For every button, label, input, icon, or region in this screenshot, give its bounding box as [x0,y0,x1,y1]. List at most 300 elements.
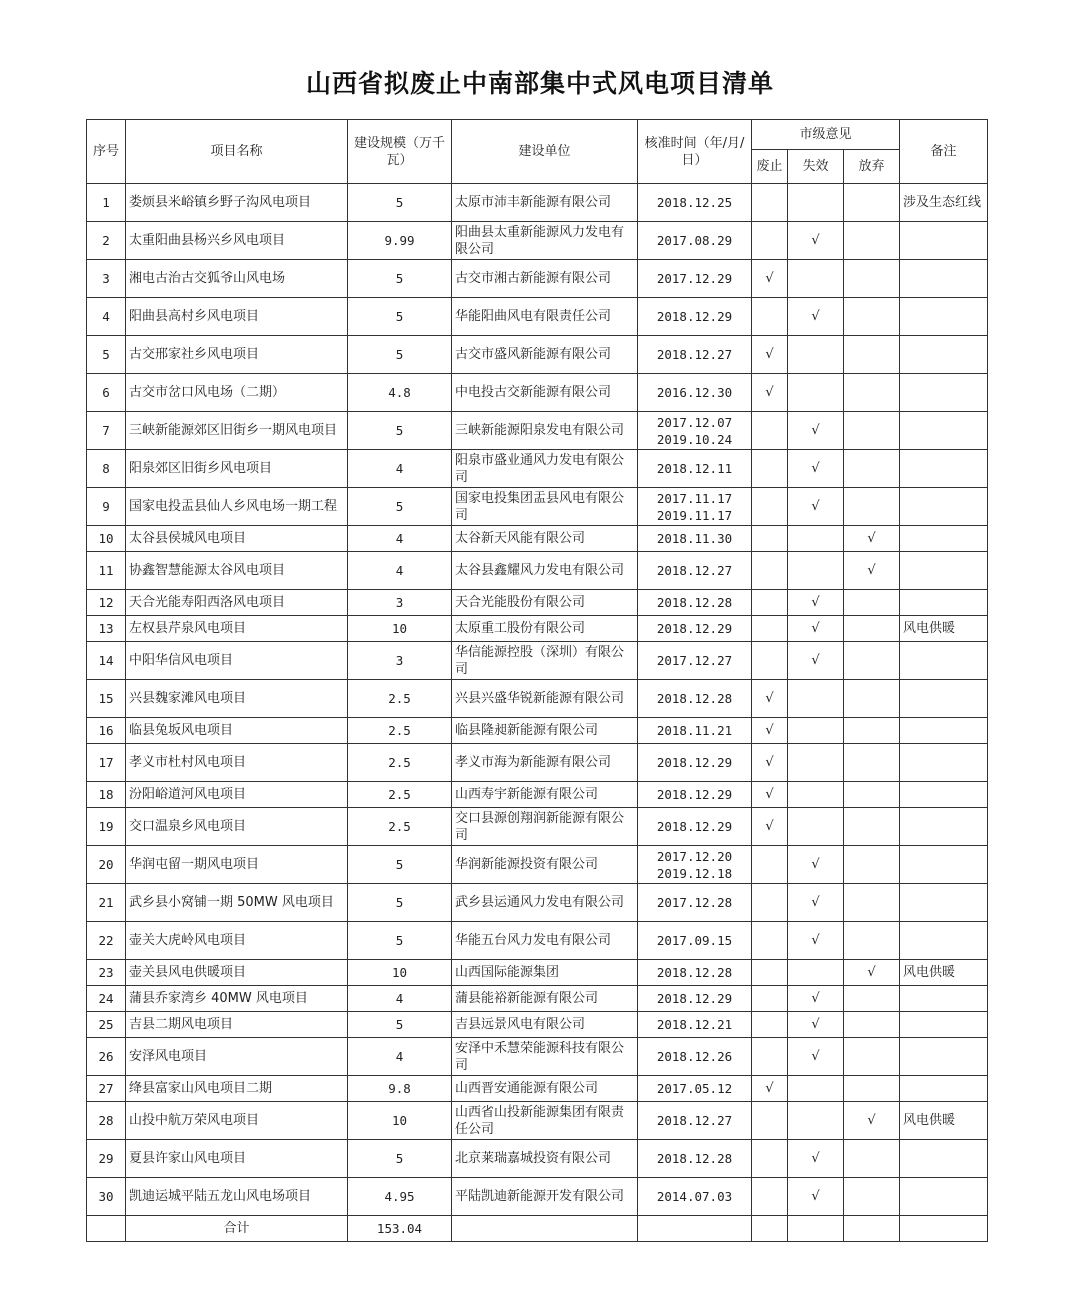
row-approval-time: 2017.12.29 [638,260,752,298]
table-row [87,616,988,642]
row-abolish-check [752,922,788,960]
row-seq: 29 [87,1140,126,1178]
header-expired: 失效 [788,150,844,184]
row-project-name: 壶关县风电供暖项目 [126,960,348,986]
row-seq: 21 [87,884,126,922]
table-row [87,1038,988,1076]
total-row [87,1216,988,1242]
row-expired-check: √ [788,1038,844,1076]
row-expired-check [788,184,844,222]
row-project-name: 蒲县乔家湾乡 40MW 风电项目 [126,986,348,1012]
page-title: 山西省拟废止中南部集中式风电项目清单 [305,69,774,98]
table-row [87,1178,988,1216]
row-expired-check: √ [788,616,844,642]
row-unit: 北京莱瑞嘉城投资有限公司 [452,1140,638,1178]
row-seq: 28 [87,1102,126,1140]
row-expired-check [788,782,844,808]
row-unit: 太谷新天风能有限公司 [452,526,638,552]
row-approval-time: 2017.12.27 [638,642,752,680]
row-remark [900,1038,988,1076]
row-expired-check: √ [788,922,844,960]
table-row [87,1012,988,1038]
row-approval-time: 2018.12.29 [638,808,752,846]
row-expired-check [788,744,844,782]
row-abandon-check [844,986,900,1012]
row-seq: 27 [87,1076,126,1102]
header-seq: 序号 [87,120,126,184]
row-abandon-check [844,450,900,488]
row-expired-check: √ [788,1140,844,1178]
row-expired-check [788,960,844,986]
total-value: 153.04 [348,1216,452,1242]
row-abandon-check [844,222,900,260]
row-seq: 25 [87,1012,126,1038]
row-abolish-check: √ [752,374,788,412]
row-seq: 30 [87,1178,126,1216]
row-seq: 18 [87,782,126,808]
row-unit: 阳曲县太重新能源风力发电有限公司 [452,222,638,260]
row-seq: 1 [87,184,126,222]
row-remark: 风电供暖 [900,1102,988,1140]
row-abolish-check [752,450,788,488]
table-row [87,552,988,590]
row-remark: 涉及生态红线 [900,184,988,222]
row-scale: 4.8 [348,374,452,412]
row-seq: 5 [87,336,126,374]
row-approval-time: 2017.12.20 2019.12.18 [638,846,752,884]
row-remark [900,744,988,782]
row-project-name: 绛县富家山风电项目二期 [126,1076,348,1102]
row-unit: 国家电投集团盂县风电有限公司 [452,488,638,526]
row-scale: 4 [348,526,452,552]
row-abandon-check [844,1012,900,1038]
row-abandon-check [844,1140,900,1178]
row-seq: 22 [87,922,126,960]
row-abandon-check [844,884,900,922]
header-remark: 备注 [900,120,988,184]
row-abolish-check [752,412,788,450]
row-approval-time: 2018.12.26 [638,1038,752,1076]
row-seq: 3 [87,260,126,298]
row-abandon-check [844,922,900,960]
row-unit: 太原市沛丰新能源有限公司 [452,184,638,222]
table-row [87,1102,988,1140]
row-abolish-check [752,642,788,680]
row-remark [900,260,988,298]
row-project-name: 临县兔坂风电项目 [126,718,348,744]
row-expired-check: √ [788,222,844,260]
header-abandon: 放弃 [844,150,900,184]
row-seq: 26 [87,1038,126,1076]
row-remark [900,336,988,374]
row-scale: 5 [348,1012,452,1038]
row-project-name: 汾阳峪道河风电项目 [126,782,348,808]
header-project-name: 项目名称 [126,120,348,184]
row-unit: 临县隆昶新能源有限公司 [452,718,638,744]
total-label: 合计 [126,1216,348,1242]
table-row [87,336,988,374]
row-abandon-check [844,184,900,222]
row-expired-check: √ [788,986,844,1012]
row-project-name: 太谷县侯城风电项目 [126,526,348,552]
row-abolish-check [752,488,788,526]
row-remark [900,884,988,922]
row-project-name: 交口温泉乡风电项目 [126,808,348,846]
row-abandon-check [844,680,900,718]
header-unit: 建设单位 [452,120,638,184]
row-unit: 阳泉市盛业通风力发电有限公司 [452,450,638,488]
row-abandon-check [844,1178,900,1216]
row-project-name: 孝义市杜村风电项目 [126,744,348,782]
row-abolish-check: √ [752,808,788,846]
row-scale: 10 [348,616,452,642]
table-row [87,590,988,616]
row-approval-time: 2018.12.29 [638,744,752,782]
row-seq: 20 [87,846,126,884]
row-remark [900,986,988,1012]
table-row [87,718,988,744]
table-row [87,960,988,986]
row-abolish-check: √ [752,260,788,298]
table-row [87,412,988,450]
row-unit: 兴县兴盛华锐新能源有限公司 [452,680,638,718]
row-scale: 5 [348,412,452,450]
row-project-name: 中阳华信风电项目 [126,642,348,680]
table-row [87,260,988,298]
row-project-name: 天合光能寿阳西洛风电项目 [126,590,348,616]
row-abolish-check [752,846,788,884]
row-seq: 17 [87,744,126,782]
row-abolish-check [752,590,788,616]
row-unit: 吉县远景风电有限公司 [452,1012,638,1038]
row-remark [900,846,988,884]
row-abolish-check: √ [752,782,788,808]
row-approval-time: 2017.12.28 [638,884,752,922]
row-abolish-check [752,298,788,336]
row-approval-time: 2018.12.28 [638,1140,752,1178]
row-scale: 5 [348,488,452,526]
row-abandon-check [844,642,900,680]
row-abolish-check [752,616,788,642]
row-scale: 4 [348,450,452,488]
row-scale: 5 [348,336,452,374]
row-scale: 2.5 [348,782,452,808]
row-abandon-check [844,590,900,616]
row-seq: 8 [87,450,126,488]
row-project-name: 安泽风电项目 [126,1038,348,1076]
row-scale: 10 [348,1102,452,1140]
row-remark [900,552,988,590]
row-approval-time: 2014.07.03 [638,1178,752,1216]
row-project-name: 夏县许家山风电项目 [126,1140,348,1178]
row-approval-time: 2018.12.27 [638,552,752,590]
row-project-name: 凯迪运城平陆五龙山风电场项目 [126,1178,348,1216]
row-approval-time: 2018.12.29 [638,298,752,336]
row-project-name: 娄烦县米峪镇乡野子沟风电项目 [126,184,348,222]
row-remark [900,298,988,336]
row-project-name: 左权县芹泉风电项目 [126,616,348,642]
row-seq: 15 [87,680,126,718]
row-abolish-check [752,1038,788,1076]
header-city-opinion: 市级意见 [752,120,900,150]
table-row [87,782,988,808]
row-project-name: 太重阳曲县杨兴乡风电项目 [126,222,348,260]
row-remark [900,222,988,260]
row-scale: 5 [348,922,452,960]
row-seq: 10 [87,526,126,552]
row-abolish-check: √ [752,680,788,718]
row-expired-check: √ [788,1012,844,1038]
table-row [87,922,988,960]
table-row [87,184,988,222]
row-project-name: 国家电投盂县仙人乡风电场一期工程 [126,488,348,526]
table-row [87,986,988,1012]
row-remark [900,590,988,616]
row-approval-time: 2018.12.28 [638,590,752,616]
row-project-name: 武乡县小窝铺一期 50MW 风电项目 [126,884,348,922]
project-table [86,119,988,1242]
row-unit: 华能五台风力发电有限公司 [452,922,638,960]
row-abandon-check [844,298,900,336]
row-seq: 19 [87,808,126,846]
row-approval-time: 2018.12.25 [638,184,752,222]
row-abandon-check: √ [844,1102,900,1140]
row-abolish-check [752,526,788,552]
header-abolish: 废止 [752,150,788,184]
row-scale: 9.8 [348,1076,452,1102]
row-abandon-check [844,616,900,642]
table-row [87,222,988,260]
row-approval-time: 2018.12.27 [638,1102,752,1140]
row-unit: 平陆凯迪新能源开发有限公司 [452,1178,638,1216]
row-abandon-check [844,260,900,298]
row-expired-check [788,374,844,412]
row-scale: 4 [348,986,452,1012]
row-project-name: 古交邢家社乡风电项目 [126,336,348,374]
row-remark [900,374,988,412]
row-remark [900,1140,988,1178]
row-project-name: 华润屯留一期风电项目 [126,846,348,884]
row-expired-check [788,336,844,374]
row-approval-time: 2017.12.07 2019.10.24 [638,412,752,450]
row-abandon-check [844,744,900,782]
row-project-name: 三峡新能源郊区旧街乡一期风电项目 [126,412,348,450]
table-row [87,808,988,846]
row-seq: 11 [87,552,126,590]
row-unit: 太谷县鑫耀风力发电有限公司 [452,552,638,590]
row-approval-time: 2017.05.12 [638,1076,752,1102]
row-expired-check [788,1102,844,1140]
table-row [87,884,988,922]
row-expired-check [788,808,844,846]
table-row [87,846,988,884]
row-scale: 4.95 [348,1178,452,1216]
row-abandon-check: √ [844,526,900,552]
row-seq: 13 [87,616,126,642]
row-scale: 3 [348,642,452,680]
row-expired-check: √ [788,1178,844,1216]
row-approval-time: 2018.12.29 [638,782,752,808]
row-expired-check: √ [788,590,844,616]
row-project-name: 兴县魏家滩风电项目 [126,680,348,718]
row-seq: 2 [87,222,126,260]
row-seq: 7 [87,412,126,450]
table-row [87,526,988,552]
table-row [87,744,988,782]
row-expired-check [788,552,844,590]
row-remark [900,922,988,960]
row-approval-time: 2018.11.30 [638,526,752,552]
row-expired-check: √ [788,298,844,336]
row-unit: 武乡县运通风力发电有限公司 [452,884,638,922]
row-project-name: 壶关大虎岭风电项目 [126,922,348,960]
row-approval-time: 2017.09.15 [638,922,752,960]
row-scale: 2.5 [348,680,452,718]
table-row [87,642,988,680]
row-remark [900,680,988,718]
row-scale: 2.5 [348,808,452,846]
row-abolish-check [752,884,788,922]
row-scale: 5 [348,884,452,922]
row-remark: 风电供暖 [900,616,988,642]
row-abolish-check: √ [752,744,788,782]
row-abandon-check [844,782,900,808]
row-unit: 太原重工股份有限公司 [452,616,638,642]
row-project-name: 湘电古治古交狐爷山风电场 [126,260,348,298]
row-abandon-check [844,718,900,744]
header-approval-time: 核准时间（年/月/日） [638,120,752,184]
row-abandon-check [844,412,900,450]
row-remark [900,412,988,450]
table-row [87,1140,988,1178]
row-scale: 10 [348,960,452,986]
row-remark [900,1076,988,1102]
row-unit: 山西国际能源集团 [452,960,638,986]
row-approval-time: 2018.11.21 [638,718,752,744]
row-expired-check: √ [788,450,844,488]
row-unit: 天合光能股份有限公司 [452,590,638,616]
row-seq: 14 [87,642,126,680]
header-scale: 建设规模（万千瓦） [348,120,452,184]
row-scale: 5 [348,298,452,336]
row-scale: 5 [348,184,452,222]
row-unit: 山西晋安通能源有限公司 [452,1076,638,1102]
row-remark [900,808,988,846]
row-remark [900,642,988,680]
table-row [87,374,988,412]
row-abolish-check: √ [752,718,788,744]
row-seq: 23 [87,960,126,986]
row-abolish-check [752,222,788,260]
row-abolish-check [752,986,788,1012]
row-approval-time: 2018.12.11 [638,450,752,488]
row-unit: 孝义市海为新能源有限公司 [452,744,638,782]
row-abolish-check: √ [752,1076,788,1102]
row-abolish-check [752,184,788,222]
row-abolish-check [752,552,788,590]
row-unit: 三峡新能源阳泉发电有限公司 [452,412,638,450]
row-remark [900,718,988,744]
row-abandon-check [844,846,900,884]
row-remark [900,782,988,808]
row-abolish-check [752,960,788,986]
row-unit: 华信能源控股（深圳）有限公司 [452,642,638,680]
row-abandon-check [844,488,900,526]
row-unit: 山西寿宇新能源有限公司 [452,782,638,808]
row-abandon-check [844,1038,900,1076]
row-approval-time: 2018.12.29 [638,616,752,642]
row-remark [900,1012,988,1038]
row-unit: 蒲县能裕新能源有限公司 [452,986,638,1012]
row-scale: 4 [348,1038,452,1076]
row-project-name: 古交市岔口风电场（二期） [126,374,348,412]
row-approval-time: 2018.12.29 [638,986,752,1012]
table-body [87,184,988,1216]
row-expired-check [788,526,844,552]
row-project-name: 阳泉郊区旧街乡风电项目 [126,450,348,488]
row-abolish-check: √ [752,336,788,374]
row-scale: 5 [348,260,452,298]
row-remark [900,488,988,526]
row-approval-time: 2018.12.27 [638,336,752,374]
row-scale: 5 [348,846,452,884]
row-abolish-check [752,1178,788,1216]
row-project-name: 阳曲县高村乡风电项目 [126,298,348,336]
row-seq: 16 [87,718,126,744]
row-abandon-check [844,1076,900,1102]
row-project-name: 协鑫智慧能源太谷风电项目 [126,552,348,590]
row-unit: 安泽中禾慧荣能源科技有限公司 [452,1038,638,1076]
row-seq: 4 [87,298,126,336]
row-expired-check: √ [788,884,844,922]
row-seq: 24 [87,986,126,1012]
row-approval-time: 2017.08.29 [638,222,752,260]
row-scale: 3 [348,590,452,616]
row-remark [900,526,988,552]
row-expired-check: √ [788,846,844,884]
row-remark [900,450,988,488]
row-abandon-check [844,374,900,412]
row-abolish-check [752,1140,788,1178]
row-unit: 古交市盛风新能源有限公司 [452,336,638,374]
row-seq: 9 [87,488,126,526]
row-abandon-check: √ [844,552,900,590]
row-seq: 6 [87,374,126,412]
row-unit: 古交市湘古新能源有限公司 [452,260,638,298]
row-scale: 9.99 [348,222,452,260]
row-scale: 5 [348,1140,452,1178]
table-row [87,1076,988,1102]
row-project-name: 山投中航万荣风电项目 [126,1102,348,1140]
row-remark [900,1178,988,1216]
row-approval-time: 2018.12.28 [638,960,752,986]
row-scale: 4 [348,552,452,590]
row-seq: 12 [87,590,126,616]
table-row [87,680,988,718]
row-approval-time: 2018.12.28 [638,680,752,718]
row-unit: 山西省山投新能源集团有限责任公司 [452,1102,638,1140]
row-expired-check: √ [788,642,844,680]
row-unit: 华润新能源投资有限公司 [452,846,638,884]
row-expired-check [788,680,844,718]
row-expired-check [788,718,844,744]
row-unit: 中电投古交新能源有限公司 [452,374,638,412]
row-unit: 华能阳曲风电有限责任公司 [452,298,638,336]
row-expired-check [788,1076,844,1102]
table-row [87,298,988,336]
row-approval-time: 2017.11.17 2019.11.17 [638,488,752,526]
row-approval-time: 2018.12.21 [638,1012,752,1038]
